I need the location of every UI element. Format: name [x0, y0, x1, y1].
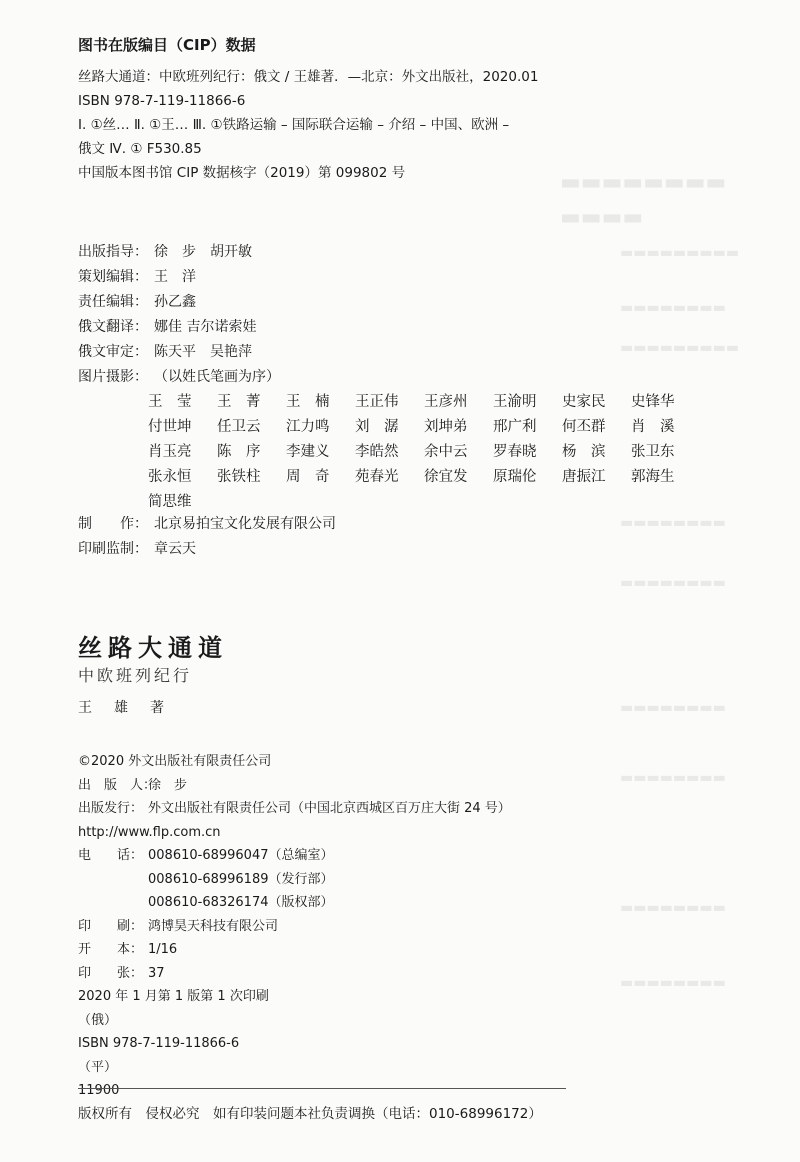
distribution-value: 外文出版社有限责任公司（中国北京西城区百万庄大街 24 号） — [148, 801, 511, 816]
photographer-name: 何丕群 — [562, 419, 606, 435]
photographer-name: 任卫云 — [217, 419, 261, 435]
production-row — [78, 512, 336, 537]
publisher-row — [78, 774, 511, 798]
photographer-row — [148, 390, 700, 415]
credit-value: 徐 步 胡开敏 — [154, 244, 252, 260]
photographer-name: 刘坤弟 — [424, 419, 468, 435]
sheets-row — [78, 962, 511, 986]
publisher-value: 徐 步 — [148, 777, 188, 793]
credit-label: 俄文审定： — [78, 344, 148, 360]
book-author: 王 雄 著 — [78, 700, 168, 716]
photographer-name: 张卫东 — [631, 444, 675, 460]
photographer-row — [148, 440, 700, 465]
credit-label: 策划编辑： — [78, 269, 148, 285]
photographer-name: 张永恒 — [148, 469, 192, 485]
binding-line: （平） — [78, 1059, 118, 1075]
photographer-name: 史家民 — [562, 394, 606, 410]
copyright-line: ©2020 外文出版社有限责任公司 — [78, 754, 272, 769]
photographer-name: 苑春光 — [355, 469, 399, 485]
catalog-code: 11900 — [78, 1083, 120, 1098]
photographer-name: 罗春晓 — [493, 444, 537, 460]
photographer-name: 肖 溪 — [631, 419, 675, 435]
photographer-name: 余中云 — [424, 444, 468, 460]
photographer-list — [148, 390, 700, 515]
photographer-name: 周 奇 — [286, 469, 330, 485]
production-label: 制 作： — [78, 516, 148, 532]
credit-label: 责任编辑： — [78, 294, 148, 310]
credit-row — [78, 340, 280, 365]
photographer-name: 杨 滨 — [562, 444, 606, 460]
format-value: 1/16 — [148, 942, 178, 957]
photographer-name: 唐振江 — [562, 469, 606, 485]
credit-value: 娜佳 吉尔诺索娃 — [154, 319, 257, 335]
photographer-name: 付世坤 — [148, 419, 192, 435]
credit-row — [78, 290, 280, 315]
photographer-name: 史锋华 — [631, 394, 675, 410]
language-line: （俄） — [78, 1012, 118, 1028]
copyright-footer: 版权所有 侵权必究 如有印装问题本社负责调换（电话：010-68996172） — [78, 1106, 542, 1122]
photographer-name: 王 楠 — [286, 394, 330, 410]
format-row — [78, 938, 511, 962]
credits-block — [78, 240, 280, 390]
credit-label: 图片摄影： — [78, 369, 148, 385]
print-supervisor-value: 章云天 — [154, 541, 196, 557]
cip-block — [78, 66, 538, 186]
distribution-row — [78, 797, 511, 821]
book-subtitle: 中欧班列纪行 — [78, 666, 193, 685]
credit-row — [78, 265, 280, 290]
photographer-name: 刘 潺 — [355, 419, 399, 435]
cip-line-title: 丝路大通道：中欧班列纪行：俄文 / 王雄著．—北京：外文出版社，2020.01 — [78, 69, 539, 85]
photographer-name: 王正伟 — [355, 394, 399, 410]
credit-value: 陈天平 吴艳萍 — [154, 344, 252, 360]
phone-label: 电 话： — [78, 848, 144, 863]
credit-row — [78, 365, 280, 390]
sheets-label: 印 张： — [78, 965, 144, 981]
website-url: http://www.flp.com.cn — [78, 824, 221, 840]
printer-row — [78, 915, 511, 939]
cip-header: 图书在版编目（CIP）数据 — [78, 36, 256, 54]
photographer-name: 肖玉亮 — [148, 444, 192, 460]
credit-label: 出版指导： — [78, 244, 148, 260]
photographer-name: 张铁柱 — [217, 469, 261, 485]
production-block — [78, 512, 336, 562]
cip-line-classification: Ⅰ. ①丝… Ⅱ. ①王… Ⅲ. ①铁路运输 – 国际联合运输 – 介绍 – 中国、欧洲 – — [78, 117, 510, 133]
edition-line: 2020 年 1 月第 1 版第 1 次印刷 — [78, 989, 269, 1004]
photographer-name: 李建义 — [286, 444, 330, 460]
sheets-value: 37 — [148, 965, 165, 981]
photographer-row — [148, 465, 700, 490]
photographer-name: 简思维 — [148, 494, 192, 510]
photographer-name: 徐宜发 — [424, 469, 468, 485]
format-label: 开 本： — [78, 942, 144, 957]
credit-row — [78, 240, 280, 265]
publisher-label: 出 版 人： — [78, 777, 157, 793]
photographer-name: 王 莹 — [148, 394, 192, 410]
photographer-row — [148, 415, 700, 440]
photographer-name: 江力鸣 — [286, 419, 330, 435]
distribution-label: 出版发行： — [78, 801, 144, 816]
cip-line-class-number: 俄文 Ⅳ. ① F530.85 — [78, 141, 202, 157]
photographer-name: 原瑞伦 — [493, 469, 537, 485]
phone-row — [78, 844, 511, 868]
isbn-line: ISBN 978-7-119-11866-6 — [78, 1036, 240, 1051]
photographer-name: 郭海生 — [631, 469, 675, 485]
credit-value: 孙乙鑫 — [154, 294, 196, 310]
printer-value: 鸿博昊天科技有限公司 — [148, 918, 279, 934]
photographer-name: 李皓然 — [355, 444, 399, 460]
footer-divider — [78, 1088, 566, 1089]
phone-value: 008610-68996047（总编室） — [148, 848, 334, 863]
phone-row — [78, 868, 511, 892]
cip-line-record-number: 中国版本图书馆 CIP 数据核字（2019）第 099802 号 — [78, 165, 406, 181]
printer-label: 印 刷： — [78, 918, 144, 934]
photographer-name: 王 菁 — [217, 394, 261, 410]
phone-value: 008610-68996189（发行部） — [148, 871, 334, 887]
publication-info — [78, 750, 511, 1103]
print-supervisor-row — [78, 537, 336, 562]
cip-line-isbn: ISBN 978-7-119-11866-6 — [78, 93, 246, 109]
phone-row — [78, 891, 511, 915]
photographer-name: 邢广利 — [493, 419, 537, 435]
photographer-name: 陈 序 — [217, 444, 261, 460]
phone-value: 008610-68326174（版权部） — [148, 895, 334, 910]
credit-value: 王 洋 — [154, 269, 196, 285]
photographer-name: 王彦州 — [424, 394, 468, 410]
print-supervisor-label: 印刷监制： — [78, 541, 148, 557]
photographer-name: 王渝明 — [493, 394, 537, 410]
book-title: 丝路大通道 — [78, 634, 228, 662]
credit-value: （以姓氏笔画为序） — [154, 369, 280, 385]
credit-row — [78, 315, 280, 340]
production-value: 北京易拍宝文化发展有限公司 — [154, 516, 336, 532]
credit-label: 俄文翻译： — [78, 319, 148, 335]
